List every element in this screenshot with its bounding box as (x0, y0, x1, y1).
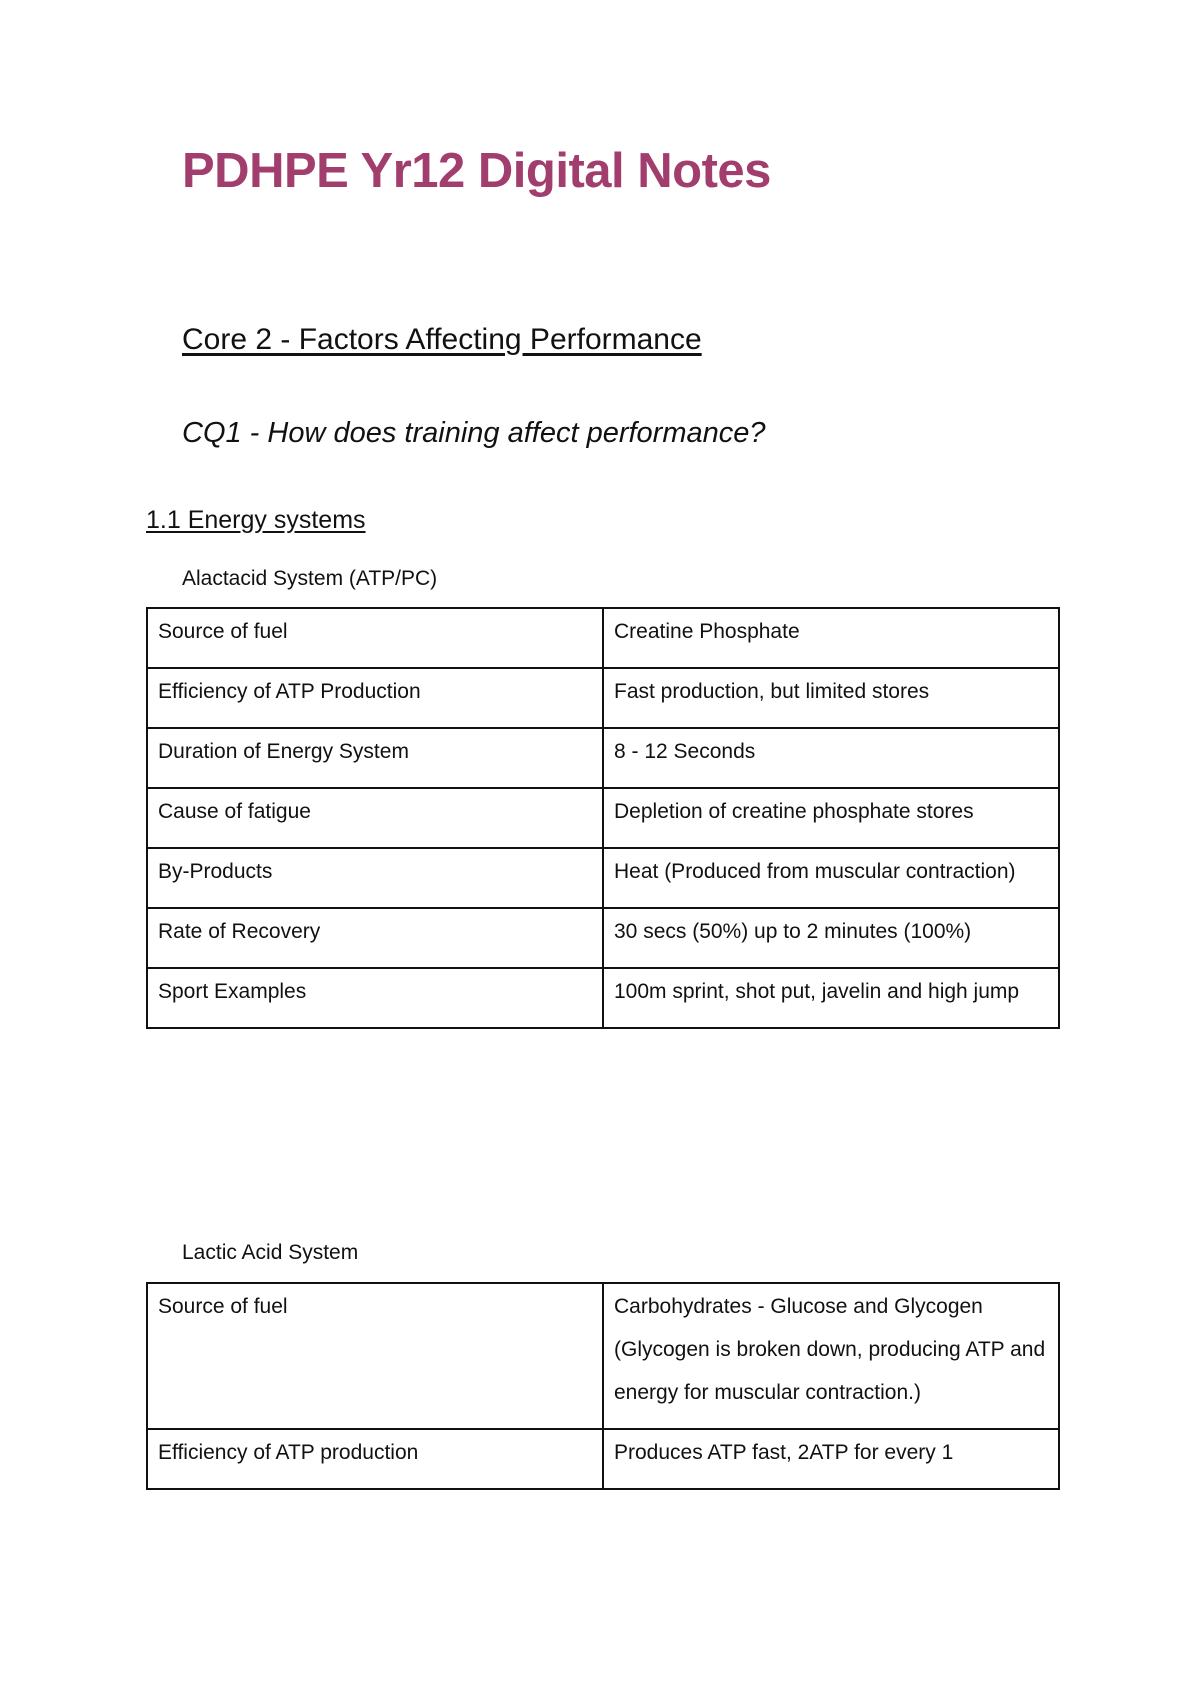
row-key: Efficiency of ATP production (158, 1441, 419, 1464)
row-key-cell (147, 728, 603, 788)
table-row (147, 848, 1059, 908)
row-value-cell (603, 968, 1059, 1028)
table-row (147, 788, 1059, 848)
row-value-cell (603, 728, 1059, 788)
row-key-cell (147, 1283, 603, 1429)
table-row (147, 1429, 1059, 1489)
row-value-cell (603, 1283, 1059, 1429)
section-heading-energy-systems: 1.1 Energy systems (146, 506, 366, 534)
alactacid-system-table (146, 607, 1060, 1029)
row-value-cell (603, 608, 1059, 668)
row-value: 30 secs (50%) up to 2 minutes (100%) (614, 920, 972, 943)
row-key-cell (147, 908, 603, 968)
row-key-cell (147, 968, 603, 1028)
row-value: Carbohydrates - Glucose and Glycogen (Glycogen is broken down, producing ATP and energy for muscular contraction.) (614, 1295, 1046, 1404)
table-row (147, 968, 1059, 1028)
table-row (147, 1283, 1059, 1429)
row-key-cell (147, 608, 603, 668)
content-question-heading: CQ1 - How does training affect performance? (182, 417, 766, 449)
alactacid-system-label: Alactacid System (ATP/PC) (182, 567, 438, 590)
row-key: Duration of Energy System (158, 740, 409, 763)
row-value: 8 - 12 Seconds (614, 740, 756, 763)
lactic-acid-system-label: Lactic Acid System (182, 1241, 359, 1264)
row-value: Heat (Produced from muscular contraction) (614, 860, 1016, 883)
row-key-cell (147, 788, 603, 848)
row-key: By-Products (158, 860, 273, 883)
row-key: Source of fuel (158, 1295, 288, 1318)
row-value: 100m sprint, shot put, javelin and high jump (614, 980, 1020, 1003)
row-value-cell (603, 848, 1059, 908)
table-row (147, 668, 1059, 728)
row-value: Creatine Phosphate (614, 620, 800, 643)
row-key: Rate of Recovery (158, 920, 321, 943)
row-value: Depletion of creatine phosphate stores (614, 800, 974, 823)
row-key-cell (147, 1429, 603, 1489)
row-value-cell (603, 668, 1059, 728)
row-value: Fast production, but limited stores (614, 680, 930, 703)
row-value-cell (603, 1429, 1059, 1489)
row-key: Sport Examples (158, 980, 307, 1003)
core-heading: Core 2 - Factors Affecting Performance (182, 323, 702, 356)
table-row (147, 728, 1059, 788)
row-value-cell (603, 908, 1059, 968)
document-title: PDHPE Yr12 Digital Notes (182, 144, 771, 198)
lactic-acid-system-table (146, 1282, 1060, 1490)
row-key-cell (147, 668, 603, 728)
row-value-cell (603, 788, 1059, 848)
row-key: Cause of fatigue (158, 800, 311, 823)
row-key-cell (147, 848, 603, 908)
table-row (147, 608, 1059, 668)
row-value: Produces ATP fast, 2ATP for every 1 (614, 1441, 954, 1464)
table-row (147, 908, 1059, 968)
row-key: Source of fuel (158, 620, 288, 643)
row-key: Efficiency of ATP Production (158, 680, 421, 703)
